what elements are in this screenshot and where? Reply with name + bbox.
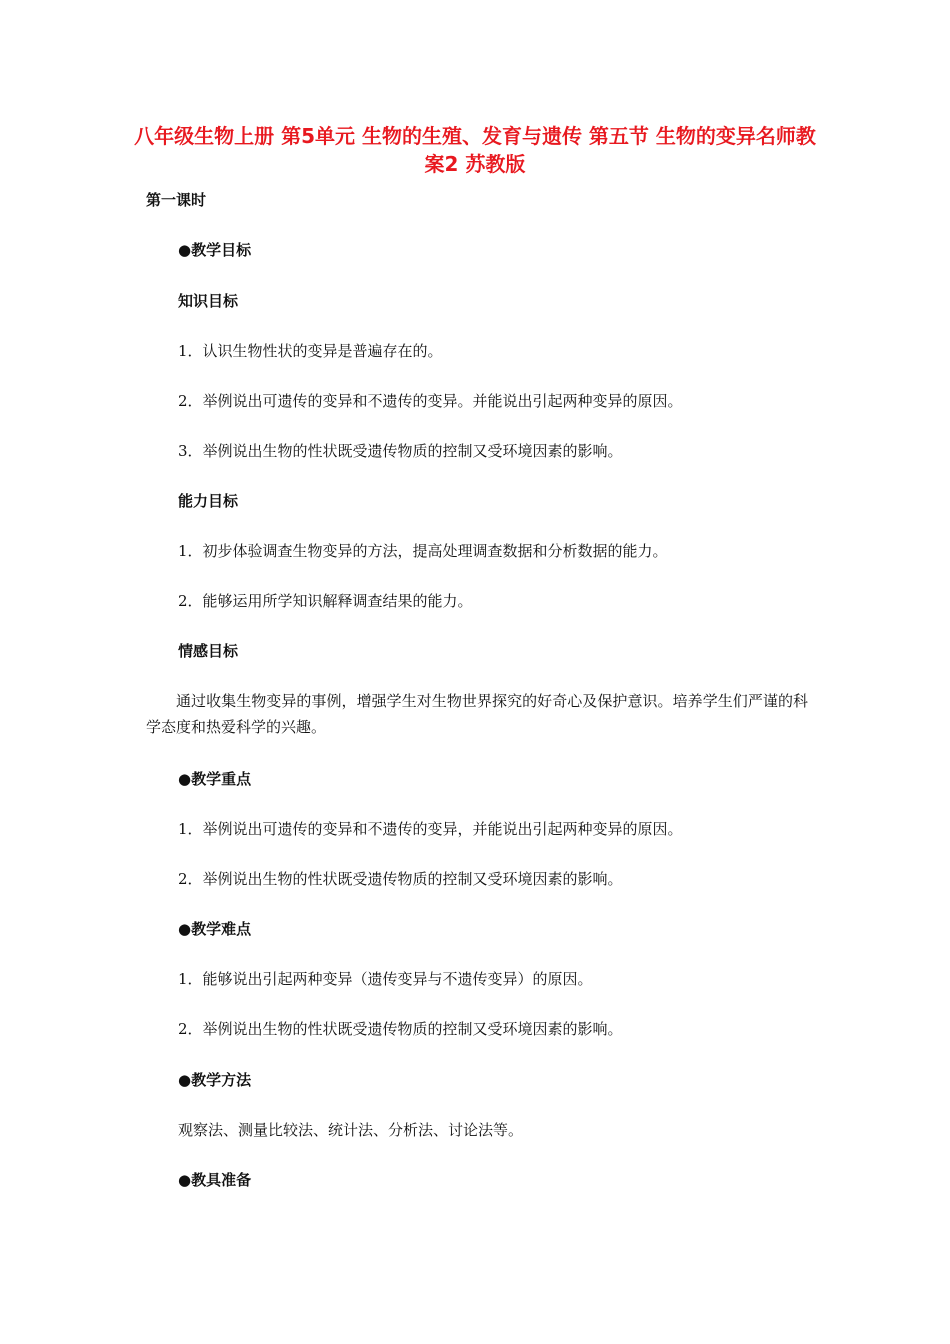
ability-goal-item: 2．能够运用所学知识解释调查结果的能力。: [178, 592, 473, 610]
difficulty-item: 1．能够说出引起两种变异（遗传变异与不遗传变异）的原因。: [178, 970, 593, 988]
key-point-item: 2．举例说出生物的性状既受遗传物质的控制又受环境因素的影响。: [178, 870, 623, 888]
methods-text: 观察法、测量比较法、统计法、分析法、讨论法等。: [178, 1121, 524, 1139]
ability-goals-heading: 能力目标: [178, 492, 239, 510]
teaching-goals-heading: ●教学目标: [178, 241, 252, 259]
difficulties-heading: ●教学难点: [178, 920, 252, 938]
key-point-item: 1．举例说出可遗传的变异和不遗传的变异，并能说出引起两种变异的原因。: [178, 820, 683, 838]
document-title: 八年级生物上册 第5单元 生物的生殖、发育与遗传 第五节 生物的变异名师教案2 苏教版: [134, 124, 816, 176]
key-points-heading: ●教学重点: [178, 770, 252, 788]
knowledge-goal-item: 2．举例说出可遗传的变异和不遗传的变异。并能说出引起两种变异的原因。: [178, 392, 683, 410]
knowledge-goal-item: 1．认识生物性状的变异是普遍存在的。: [178, 342, 443, 360]
methods-heading: ●教学方法: [178, 1071, 252, 1089]
materials-heading: ●教具准备: [178, 1171, 252, 1189]
knowledge-goals-heading: 知识目标: [178, 292, 239, 310]
difficulty-item: 2．举例说出生物的性状既受遗传物质的控制又受环境因素的影响。: [178, 1020, 623, 1038]
lesson-label: 第一课时: [146, 191, 207, 209]
knowledge-goal-item: 3．举例说出生物的性状既受遗传物质的控制又受环境因素的影响。: [178, 442, 623, 460]
ability-goal-item: 1．初步体验调查生物变异的方法，提高处理调查数据和分析数据的能力。: [178, 542, 668, 560]
emotion-goals-heading: 情感目标: [178, 642, 239, 660]
emotion-goals-paragraph: 通过收集生物变异的事例，增强学生对生物世界探究的好奇心及保护意识。培养学生们严谨的科学态度和热爱科学的兴趣。: [146, 692, 808, 736]
